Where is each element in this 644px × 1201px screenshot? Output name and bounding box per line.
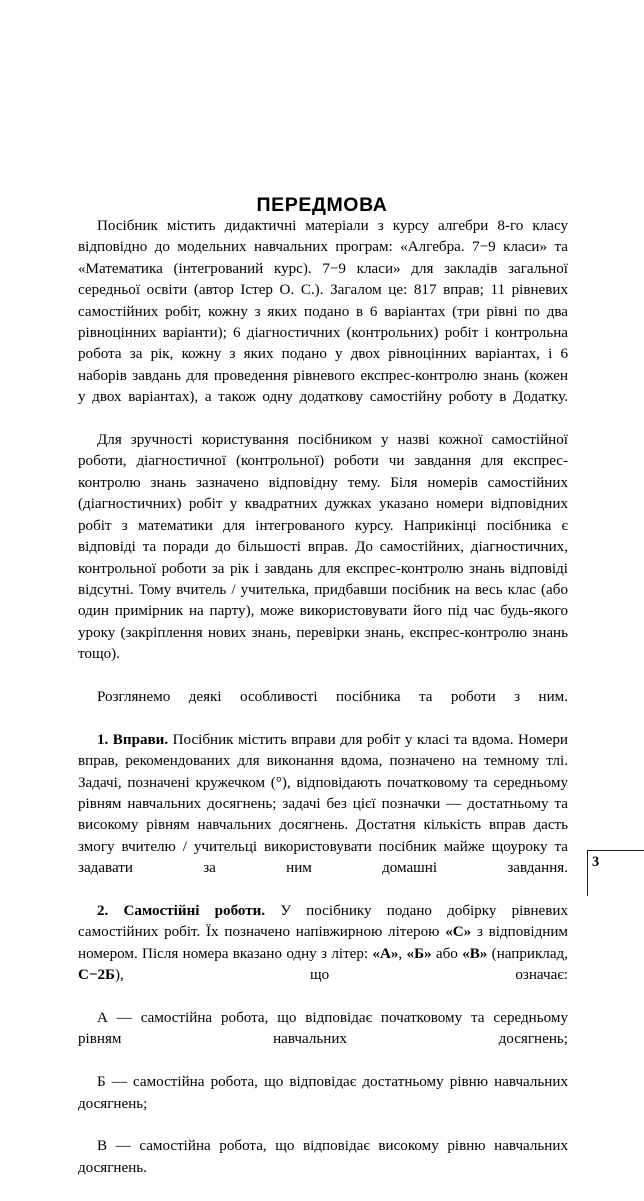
page-number: 3 xyxy=(587,850,644,896)
paragraph-level-b: Б — самостійна робота, що відповідає достатньому рівню навчальних досягнень; xyxy=(78,1074,568,1112)
paragraph-lead-in: Розглянемо деякі особливості посібника та роботи з ним. xyxy=(97,688,568,705)
paragraph-item-2-samostiyni: 2. Самостійні роботи. У посібнику подано добірку рівневих самостійних робіт. Їх позначено напівжирною літерою «С» з відповідним номером. Після номера вказано одну з літер: «А», «Б» або «В» (наприклад, С−2Б), що означає: xyxy=(78,903,568,984)
paragraph-level-v: В — самостійна робота, що відповідає високому рівню навчальних досягнень. xyxy=(78,1138,568,1176)
paragraph-intro: Посібник містить дидактичні матеріали з курсу алгебри 8-го класу відповідно до модельних навчальних програм: «Алгебра. 7−9 класи» та «Математика (інтегрований курс). 7−9 класи» для закладів загальної середньої освіти (автор Істер О. С.). Загалом це: 817 вправ; 11 рівневих самостійних робіт, кожну з яких подано в 6 варіантах (три рівні по два рівноцінних варіанти); 6 діагностичних (контрольних) робіт і контрольна робота за рік, кожну з яких подано у двох рівноцінних варіантах, і 6 наборів завдань для проведення рівневого експрес-контролю знань (кожен у двох варіантах), а також одну додаткову самостійну роботу в Додатку. xyxy=(78,218,568,406)
paragraph-item-1-vpravy: 1. Вправи. Посібник містить вправи для робіт у класі та вдома. Номери вправ, рекомендованих для виконання вдома, позначено на темному тлі. Задачі, позначені кружечком (°), відповідають початковому та середньому рівням навчальних досягнень; задачі без цієї позначки — достатньому та високому рівням навчальних досягнень. Достатня кількість вправ дасть змогу вчителю / учительці використовувати посібник майже щоуроку та задавати за ним домашні завдання. xyxy=(78,731,569,877)
page-title: ПЕРЕДМОВА xyxy=(256,194,388,217)
body-text xyxy=(78,216,568,1201)
paragraph-usage: Для зручності користування посібником у назві кожної самостійної роботи, діагностичної (контрольної) роботи чи завдання для експрес-контролю знань зазначено відповідну тему. Біля номерів самостійних (діагностичних) робіт у квадратних дужках указано номери відповідних робіт з математики для інтегрованого курсу. Наприкінці посібника є відповіді та поради до більшості вправ. До самостійних, діагностичних, контрольної роботи за рік і завдань для експрес-контролю знань відповіді відсутні. Тому вчитель / учителька, придбавши посібник на весь клас (або один примірник на парту), може використовувати його під час будь-якого уроку (закріплення нових знань, перевірки знань, експрес-контролю знань тощо). xyxy=(78,432,568,663)
paragraph-level-a: А — самостійна робота, що відповідає початковому та середньому рівням навчальних досягнень; xyxy=(78,1010,568,1048)
